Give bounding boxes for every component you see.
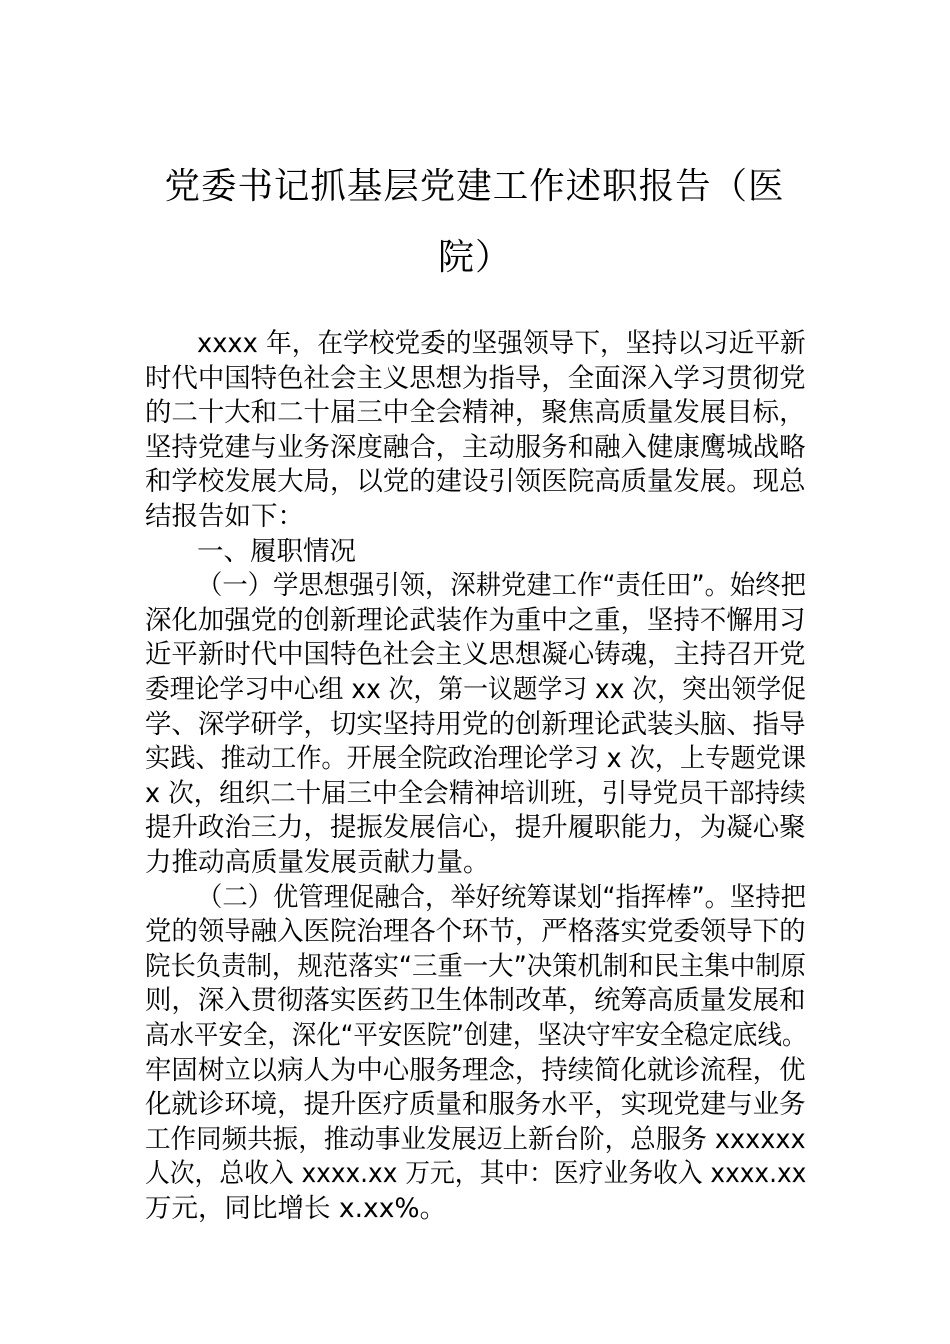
body-text-line: 高水平安全，深化“平安医院”创建，坚决守牢安全稳定底线。 — [145, 1020, 807, 1051]
body-text-line: 力推动高质量发展贡献力量。 — [145, 847, 490, 878]
body-text-line: 和学校发展大局，以党的建设引领医院高质量发展。现总 — [145, 466, 806, 498]
body-text-line: 万元，同比增长 x.xx%。 — [145, 1193, 447, 1224]
body-text-line: 学、深学研学，切实坚持用党的创新理论武装头脑、指导 — [145, 708, 806, 740]
body-text-line: 人次，总收入 xxxx.xx 万元，其中：医疗业务收入 xxxx.xx — [145, 1158, 807, 1190]
body-text-line: xxxx 年，在学校党委的坚强领导下，坚持以习近平新 — [197, 328, 806, 359]
body-text-line: 牢固树立以病人为中心服务理念，持续简化就诊流程，优 — [145, 1054, 806, 1086]
body-text-line: 党的领导融入医院治理各个环节，严格落实党委领导下的 — [145, 916, 806, 948]
body-text-line: x 次，组织二十届三中全会精神培训班，引导党员干部持续 — [145, 777, 806, 809]
body-text-line: 提升政治三力，提振发展信心，提升履职能力，为凝心聚 — [145, 812, 806, 844]
body-text-line: 委理论学习中心组 xx 次，第一议题学习 xx 次，突出领学促 — [145, 674, 806, 705]
body-text-line: 工作同频共振，推动事业发展迈上新台阶，总服务 xxxxxx — [145, 1123, 806, 1155]
body-text-line: 一、履职情况 — [197, 535, 356, 567]
body-text-line: 的二十大和二十届三中全会精神，聚焦高质量发展目标， — [145, 397, 806, 429]
document-title-line-1: 党委书记抓基层党建工作述职报告（医 — [164, 166, 786, 207]
document-title-line-2: 院） — [437, 237, 512, 278]
body-text-line: 结报告如下： — [145, 501, 304, 532]
body-text-line: （二）优管理促融合，举好统筹谋划“指挥棒”。坚持把 — [197, 881, 806, 913]
body-text-line: 化就诊环境，提升医疗质量和服务水平，实现党建与业务 — [145, 1089, 806, 1121]
body-text-line: 则，深入贯彻落实医药卫生体制改革，统筹高质量发展和 — [145, 985, 806, 1017]
body-text-line: 近平新时代中国特色社会主义思想凝心铸魂，主持召开党 — [145, 639, 806, 671]
body-text-line: 院长负责制，规范落实“三重一大”决策机制和民主集中制原 — [145, 950, 806, 982]
body-text-line: 深化加强党的创新理论武装作为重中之重，坚持不懈用习 — [145, 604, 806, 636]
body-text-line: 时代中国特色社会主义思想为指导，全面深入学习贯彻党 — [145, 362, 806, 394]
body-text-line: 实践、推动工作。开展全院政治理论学习 x 次，上专题党课 — [145, 743, 807, 775]
body-text-line: 坚持党建与业务深度融合，主动服务和融入健康鹰城战略 — [145, 431, 806, 463]
body-text-line: （一）学思想强引领，深耕党建工作“责任田”。始终把 — [197, 570, 806, 602]
